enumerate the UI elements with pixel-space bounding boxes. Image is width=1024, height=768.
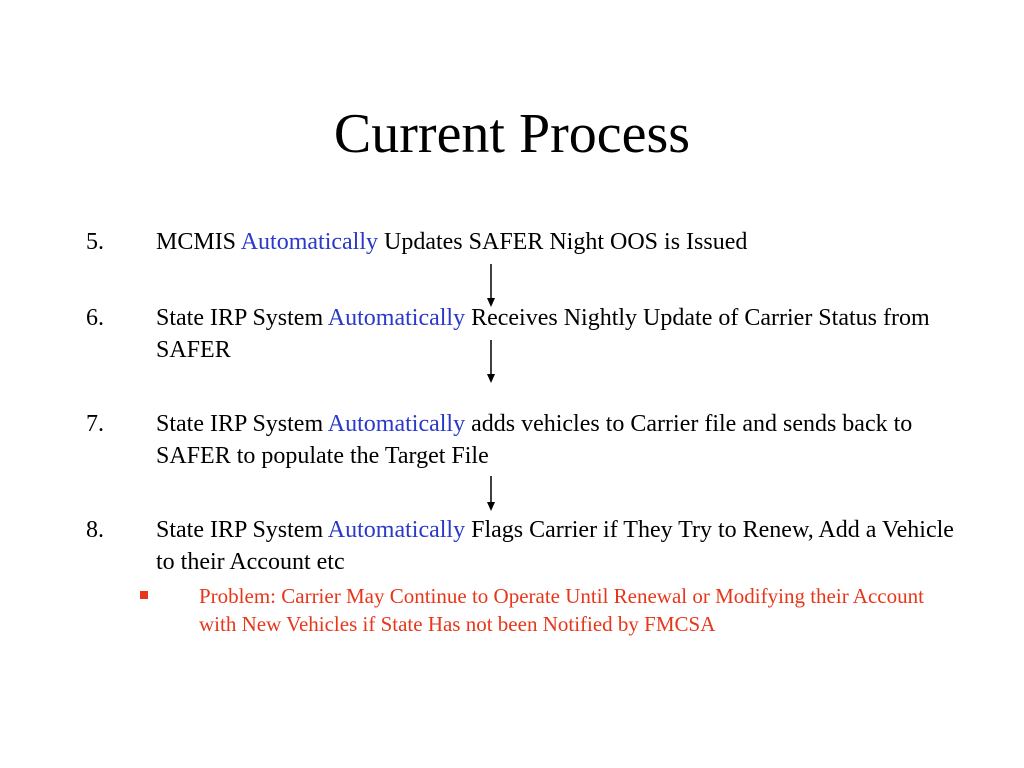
item-highlight: Automatically	[327, 517, 466, 543]
list-item-5	[86, 226, 956, 258]
item-text-after: adds vehicles to Carrier file and sends back to SAFER to populate the Target File	[156, 411, 913, 469]
item-number: 7.	[86, 411, 104, 437]
item-text-before: State IRP System	[156, 305, 328, 331]
item-text-before: State IRP System	[156, 517, 328, 543]
item-text	[156, 514, 956, 578]
item-highlight: Automatically	[327, 411, 466, 437]
item-number: 8.	[86, 517, 104, 543]
problem-text: Problem: Carrier May Continue to Operate Until Renewal or Modifying their Account with New Vehicles if State Has not been Notified by FMCSA	[199, 584, 924, 636]
list-item-8	[86, 514, 956, 578]
item-text	[156, 302, 956, 366]
slide-title: Current Process	[333, 103, 691, 165]
item-text	[156, 226, 956, 258]
item-number: 6.	[86, 305, 104, 331]
item-text-after: Receives Nightly Update of Carrier Status from SAFER	[156, 305, 930, 363]
problem-sub-bullet	[140, 582, 960, 638]
list-item-6	[86, 302, 956, 366]
item-highlight: Automatically	[240, 229, 378, 255]
item-text-before: MCMIS	[156, 229, 241, 255]
item-text-after: Updates SAFER Night OOS is Issued	[378, 229, 748, 255]
arrow-down-icon	[485, 476, 497, 512]
item-highlight: Automatically	[327, 305, 466, 331]
item-text-before: State IRP System	[156, 411, 328, 437]
list-item-7	[86, 408, 956, 472]
item-number: 5.	[86, 229, 104, 255]
item-text	[156, 408, 956, 472]
arrow-down-icon	[485, 340, 497, 384]
square-bullet-icon	[140, 591, 148, 599]
item-text-after: Flags Carrier if They Try to Renew, Add a Vehicle to their Account etc	[156, 517, 954, 575]
